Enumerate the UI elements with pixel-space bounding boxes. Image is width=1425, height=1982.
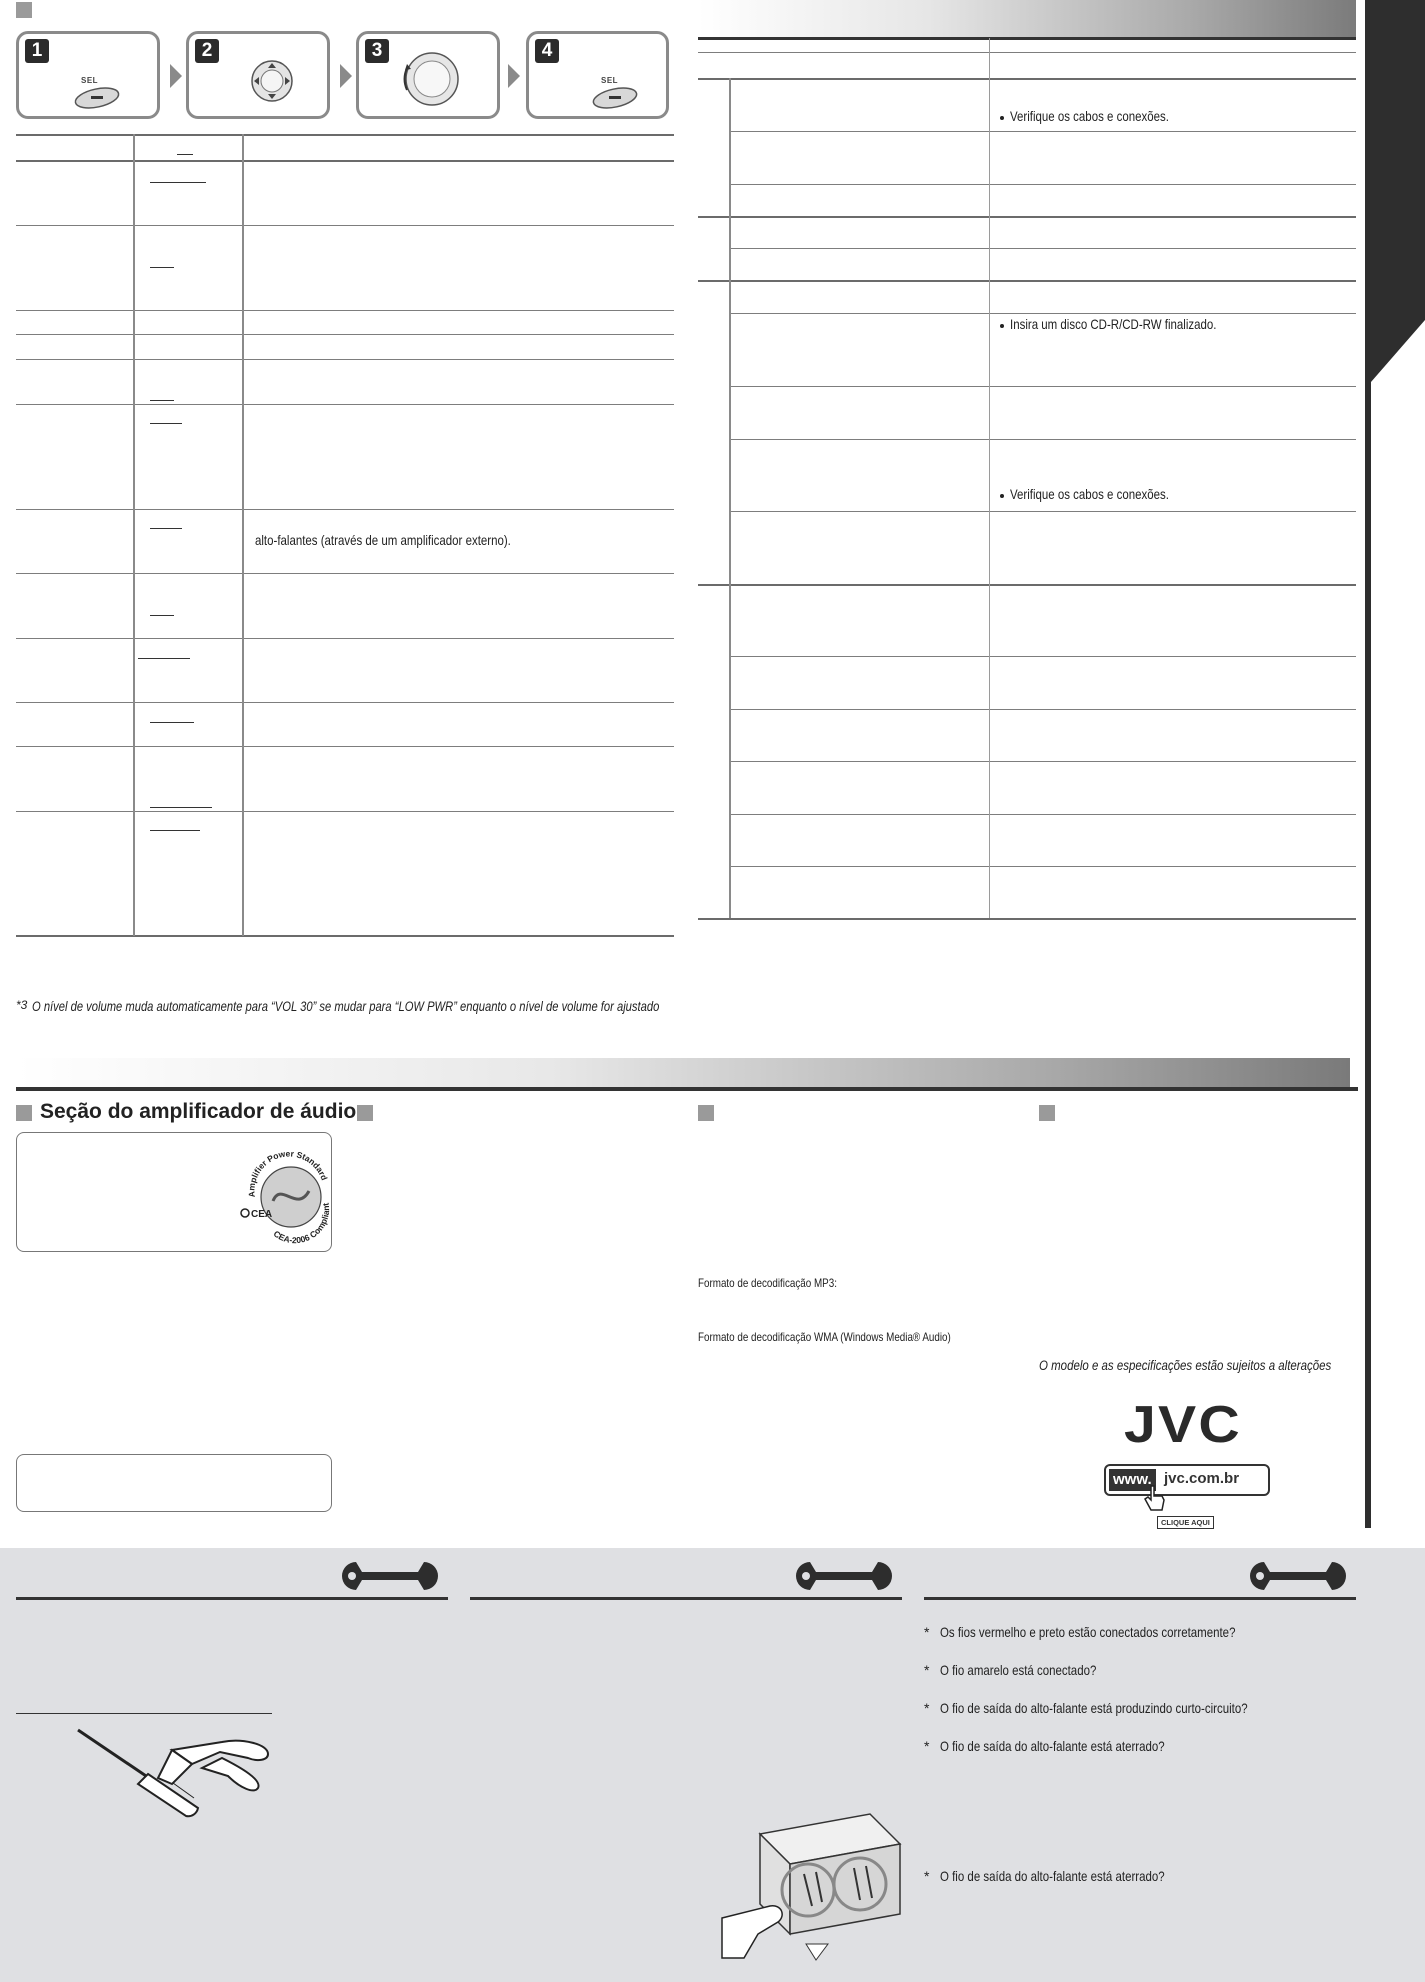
step-1 (16, 31, 160, 119)
tools-icon (72, 1724, 272, 1820)
trouble-item: Verifique os cabos e conexões. (1010, 486, 1169, 502)
click-here-badge[interactable]: CLIQUE AQUI (1157, 1516, 1214, 1529)
specs-header-bar (16, 1058, 1350, 1088)
url-prefix: www. (1109, 1469, 1156, 1491)
step-4 (526, 31, 669, 119)
note-box (16, 1454, 332, 1512)
wrench-icon (792, 1558, 894, 1594)
dpad-icon (249, 58, 295, 104)
jvc-logo: JVC (1124, 1396, 1242, 1454)
troubleshooting-header-bar (698, 0, 1356, 38)
section-marker (16, 2, 32, 18)
wrench-icon (338, 1558, 440, 1594)
section-marker (1039, 1105, 1055, 1121)
amp-note: alto-falantes (através de um amplificador externo). (255, 532, 511, 548)
check-item: * O fio amarelo está conectado? (924, 1662, 1097, 1678)
badge-logo: CEA (251, 1209, 273, 1220)
wrench-icon (1246, 1558, 1348, 1594)
step-number: 2 (195, 39, 219, 63)
trouble-item: Insira um disco CD-R/CD-RW finalizado. (1010, 316, 1217, 332)
section-marker (698, 1105, 714, 1121)
disclaimer: O modelo e as especificações estão sujeitos a alterações (1039, 1357, 1332, 1373)
cea-badge-icon (237, 1141, 333, 1245)
sel-label: SEL (81, 76, 99, 85)
check-item: * Os fios vermelho e preto estão conectados corretamente? (924, 1624, 1236, 1640)
amp-section-title: Seção do amplificador de áudio (40, 1100, 357, 1123)
section-marker (357, 1105, 373, 1121)
section-marker (16, 1105, 32, 1121)
check-item: * O fio de saída do alto-falante está aterrado? (924, 1738, 1165, 1754)
arrow-icon (508, 64, 520, 88)
step-number: 3 (365, 39, 389, 63)
dial-icon (401, 48, 463, 110)
badge-top-text: Amplifier Power Standard (246, 1148, 330, 1198)
mp3-format-label: Formato de decodificação MP3: (698, 1276, 837, 1290)
trouble-item: Verifique os cabos e conexões. (1010, 108, 1169, 124)
installation-panel (0, 1548, 1425, 1982)
sel-label: SEL (601, 76, 619, 85)
cea-compliance-box (16, 1132, 332, 1252)
footnote (16, 998, 816, 1016)
sel-button-icon (591, 86, 639, 110)
footnote-text: O nível de volume muda automaticamente para “VOL 30” se mudar para “LOW PWR” enquanto o nível de volume for ajustado (31, 998, 660, 1014)
badge-bottom-text: CEA-2006 Compliant (271, 1202, 332, 1245)
step-2 (186, 31, 330, 119)
unit-removal-icon (720, 1794, 904, 1970)
footnote-mark: *3 (16, 998, 28, 1012)
wma-format-label: Formato de decodificação WMA (Windows Media® Audio) (698, 1330, 951, 1344)
hand-cursor-icon (1142, 1484, 1168, 1514)
page-edge-tab (1365, 0, 1425, 1528)
url-text: jvc.com.br (1164, 1470, 1240, 1487)
arrow-icon (170, 64, 182, 88)
step-3 (356, 31, 500, 119)
website-link[interactable] (1104, 1464, 1270, 1496)
check-item: * O fio de saída do alto-falante está produzindo curto-circuito? (924, 1700, 1248, 1716)
step-number: 4 (535, 39, 559, 63)
check-item: * O fio de saída do alto-falante está aterrado? (924, 1868, 1165, 1884)
arrow-icon (340, 64, 352, 88)
sel-button-icon (73, 86, 121, 110)
step-number: 1 (25, 39, 49, 63)
